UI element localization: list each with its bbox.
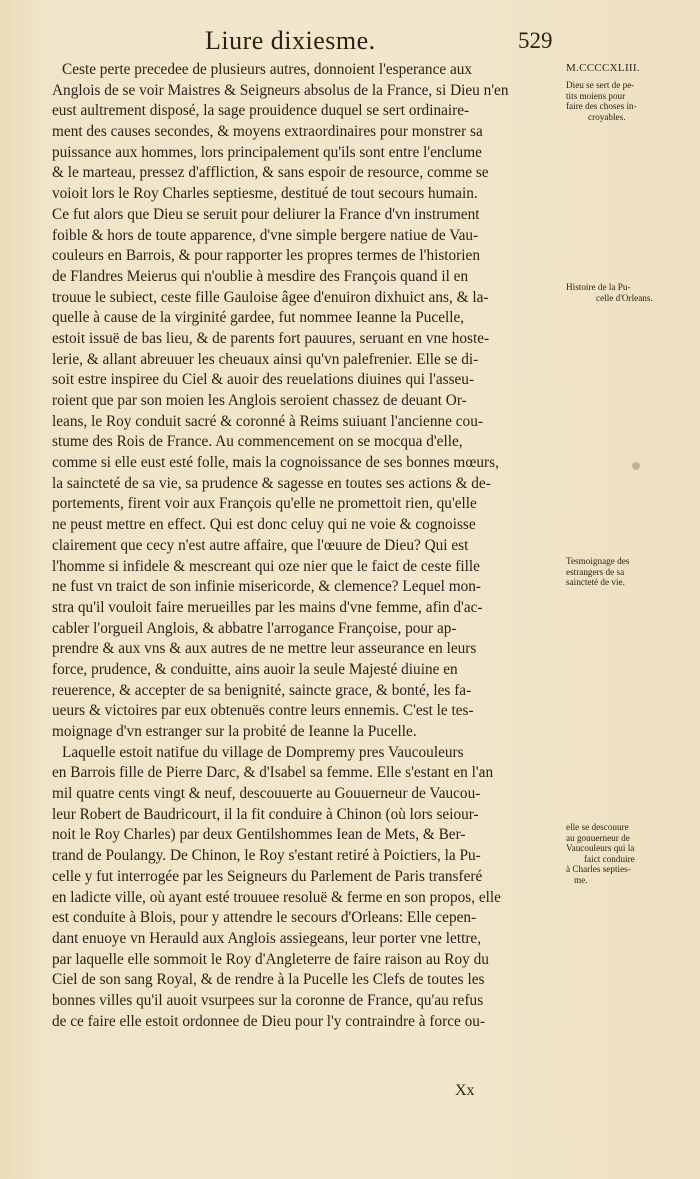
margin-note-line: Vaucouleurs qui la: [566, 843, 635, 854]
margin-note-line: Dieu se sert de pe-: [566, 80, 635, 90]
text-line: eust aultrement disposé, la sage prouidence duquel se sert ordinaire-: [52, 102, 470, 120]
text-line: lerie, & allant abreuuer les cheuaux ainsi qu'vn palefrenier. Elle se di-: [52, 350, 479, 368]
text-line: cabler l'orgueil Anglois, & abbatre l'arrogance Françoise, pour ap-: [52, 619, 457, 637]
margin-note-line: tits moiens pour: [566, 90, 626, 101]
text-line: stume des Rois de France. Au commencement on se mocqua d'elle,: [52, 433, 463, 451]
margin-note-histoire: [566, 282, 692, 303]
text-line: portements, firent voir aux François qu'elle ne promettoit rien, qu'elle: [52, 495, 477, 513]
text-line: Anglois de se voir Maistres & Seigneurs absolus de la France, si Dieu n'en: [52, 81, 509, 99]
text-line: reuerence, & accepter de sa benignité, saincte grace, & bonté, les fa-: [52, 681, 472, 699]
text-line: roient que par son moien les Anglois seroient chassez de deuant Or-: [52, 392, 467, 409]
text-line: ne peust mettre en effect. Qui est donc celuy qui ne voie & cognoisse: [52, 516, 476, 534]
text-line: couleurs en Barrois, & pour rapporter les propres termes de l'historien: [52, 247, 480, 265]
text-line: de ce faire elle estoit ordonnee de Dieu pour l'y contraindre à force ou-: [52, 1012, 485, 1030]
margin-note-line: au gouuerneur de: [566, 832, 630, 843]
margin-note-dieu: [566, 80, 692, 122]
margin-note-line: me.: [574, 874, 588, 885]
margin-year: M.CCCCXLIII.: [566, 62, 640, 74]
text-line: Ciel de son sang Royal, & de rendre à la Pucelle les Clefs de toutes les: [52, 971, 485, 989]
text-line: voioit lors le Roy Charles septiesme, destitué de tout secours humain.: [52, 185, 478, 203]
text-line: trouue le subiect, ceste fille Gauloise âgee d'enuiron dixhuict ans, & la-: [52, 288, 489, 306]
margin-note-line: saincteté de vie.: [566, 577, 625, 588]
text-line: noit le Roy Charles) par deux Gentilshommes Iean de Mets, & Ber-: [52, 826, 466, 844]
text-line: ment des causes secondes, & moyens extraordinaires pour monstrer sa: [52, 123, 483, 141]
running-title: Liure dixiesme.: [205, 26, 376, 55]
body-text: [52, 60, 562, 1032]
text-line: l'homme si infidele & mescreant qui oze nier que le faict de ceste fille: [52, 557, 480, 575]
text-line: & le marteau, pressez d'affliction, & sans espoir de resource, comme se: [52, 164, 489, 182]
text-line: comme si elle eust esté folle, mais la cognoissance de ses bonnes mœurs,: [52, 454, 499, 472]
margin-note-line: Tesmoignage des: [566, 556, 630, 566]
text-line: par laquelle elle sommoit le Roy d'Angleterre de faire raison au Roy du: [52, 950, 489, 968]
text-line: ueurs & victoires par eux obtenuës contre leurs ennemis. C'est le tes-: [52, 702, 474, 720]
text-line: soit estre inspiree du Ciel & auoir des reuelations diuines qui l'asseu-: [52, 371, 475, 389]
text-line: mil quatre cents vingt & neuf, descouuerte au Gouuerneur de Vaucou-: [52, 785, 481, 803]
text-line: dant enuoye vn Herauld aux Anglois assiegeans, leur porter vne lettre,: [52, 929, 482, 947]
margin-note-line: Histoire de la Pu-: [566, 282, 631, 292]
margin-note-line: croyables.: [588, 111, 626, 122]
margin-note-descouure: [566, 822, 692, 886]
text-line: leur Robert de Baudricourt, il la fit conduire à Chinon (où lors seiour-: [52, 805, 479, 823]
text-line: trand de Poulangy. De Chinon, le Roy s'estant retiré à Poictiers, la Pu-: [52, 847, 481, 865]
running-head: [0, 18, 700, 58]
margin-note-line: celle d'Orleans.: [596, 292, 653, 303]
margin-note-line: elle se descouure: [566, 822, 629, 832]
text-line: de Flandres Meierus qui n'oublie à mesdire des François quand il en: [52, 267, 469, 285]
text-line: foible & hors de toute apparence, d'vne simple bergere natiue de Vau-: [52, 226, 479, 244]
text-line: moignage d'vn estranger sur la probité de Ieanne la Pucelle.: [52, 723, 417, 740]
page-number: 529: [518, 28, 553, 53]
margin-note-line: faict conduire: [584, 853, 635, 864]
text-line: force, prudence, & conduitte, ains auoir la seule Majesté diuine en: [52, 660, 458, 678]
text-line: la saincteté de sa vie, sa prudence & sagesse en toutes ses actions & de-: [52, 474, 491, 492]
text-line: leans, le Roy conduit sacré & coronné à Reims suiuant l'ancienne cou-: [52, 412, 483, 430]
text-line: ne fust vn traict de son infinie misericorde, & clemence? Lequel mon-: [52, 578, 482, 596]
text-line: clairement que cecy n'est autre affaire, que l'œuure de Dieu? Qui est: [52, 536, 469, 554]
margin-note-line: estrangers de sa: [566, 566, 625, 577]
text-line: Laquelle estoit natifue du village de Dompremy pres Vaucouleurs: [62, 743, 464, 761]
margin-note-tesmoignage: [566, 556, 692, 588]
text-line: celle y fut interrogée par les Seigneurs du Parlement de Paris transferé: [52, 867, 483, 885]
text-line: quelle à cause de la virginité gardee, fut nommee Ieanne la Pucelle,: [52, 309, 465, 327]
margin-note-line: à Charles septies-: [566, 864, 631, 875]
text-line: est conduite à Blois, pour y attendre le secours d'Orleans: Elle cepen-: [52, 909, 477, 927]
text-line: stra qu'il vouloit faire merueilles par les mains d'vne femme, afin d'ac-: [52, 598, 483, 616]
ink-stain: [480, 770, 483, 773]
text-line: prendre & aux vns & aux autres de ne mettre leur asseurance en leurs: [52, 640, 477, 658]
signature-mark: Xx: [455, 1082, 475, 1099]
text-line: bonnes villes qu'il auoit vsurpees sur la coronne de France, qu'au refus: [52, 991, 484, 1009]
ink-stain: [632, 462, 640, 470]
text-line: puissance aux hommes, lors principalement qu'ils sont entre l'enclume: [52, 143, 482, 161]
text-line: Ce fut alors que Dieu se seruit pour deliurer la France d'vn instrument: [52, 205, 480, 223]
text-line: en Barrois fille de Pierre Darc, & d'Isabel sa femme. Elle s'estant en l'an: [52, 764, 494, 782]
text-line: Ceste perte precedee de plusieurs autres, donnoient l'esperance aux: [62, 61, 473, 78]
text-line: en ladicte ville, où ayant esté trouuee resoluë & ferme en son propos, elle: [52, 888, 501, 906]
margin-note-line: faire des choses in-: [566, 101, 637, 112]
text-line: estoit issuë de bas lieu, & de parents fort pauures, seruant en vne hoste-: [52, 329, 490, 347]
